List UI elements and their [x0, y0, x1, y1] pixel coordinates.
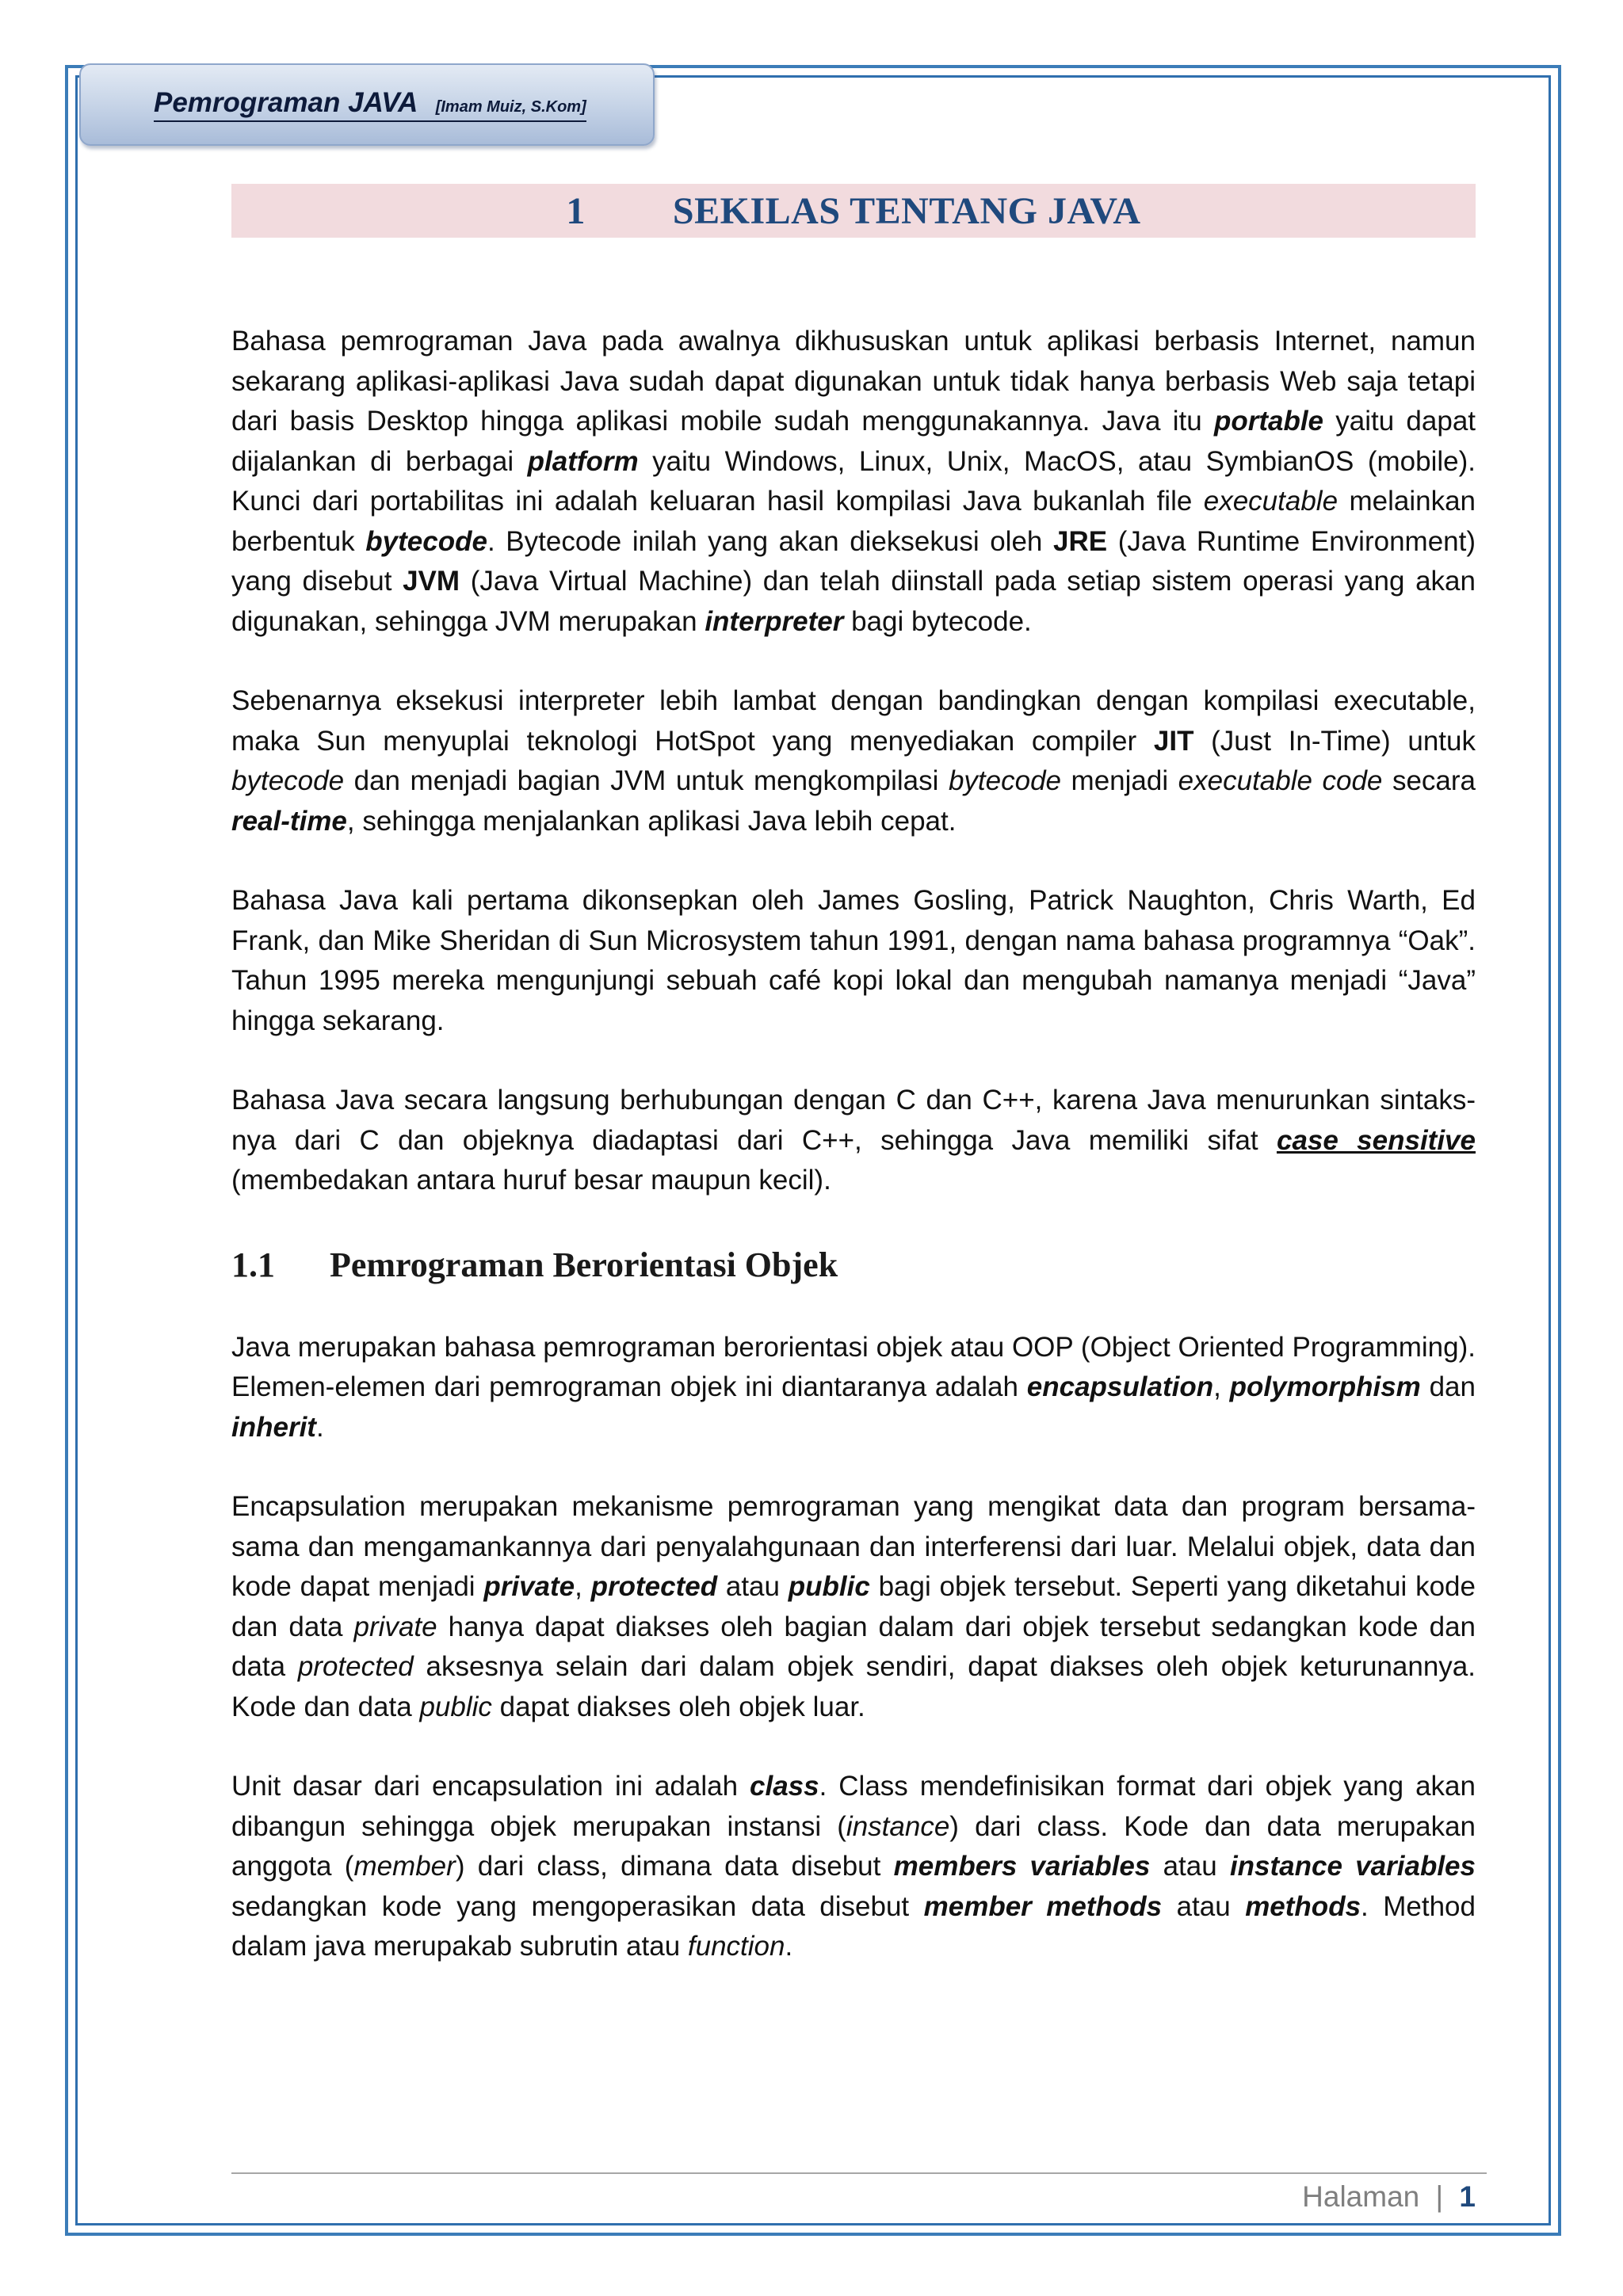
chapter-title: SEKILAS TENTANG JAVA: [672, 189, 1141, 232]
footer-divider: [231, 2172, 1487, 2174]
emphasis-text: real-time: [231, 805, 347, 837]
running-header: [154, 87, 586, 122]
emphasis-text: executable code: [1178, 765, 1383, 796]
page-number: 1: [1459, 2180, 1476, 2213]
page-footer: [1302, 2180, 1476, 2214]
emphasis-text: instance variables: [1229, 1851, 1476, 1882]
emphasis-text: member methods: [923, 1890, 1163, 1922]
emphasis-text: case sensitive: [1276, 1124, 1476, 1156]
section-title: Pemrograman Berorientasi Objek: [330, 1245, 838, 1284]
emphasis-text: polymorphism: [1229, 1371, 1421, 1402]
emphasis-text: JRE: [1053, 525, 1108, 557]
emphasis-text: public: [419, 1691, 492, 1722]
footer-separator: |: [1435, 2180, 1444, 2213]
paragraph: Bahasa Java kali pertama dikonsepkan oleh James Gosling, Patrick Naughton, Chris Warth, Ed Frank, dan Mike Sheridan di Sun Microsystem tahun 1991, dengan nama bahasa programnya “Oak”. Tahun 1995 mereka mengunjungi sebuah café kopi lokal dan mengubah namanya menjadi “Java” hingga sekarang.: [231, 885, 1476, 1036]
section-number: 1.1: [231, 1245, 275, 1284]
emphasis-text: inherit: [231, 1411, 316, 1443]
emphasis-text: JIT: [1153, 725, 1194, 757]
emphasis-text: methods: [1245, 1890, 1361, 1922]
emphasis-text: portable: [1213, 406, 1324, 437]
chapter-number: 1: [566, 189, 586, 232]
header-title: Pemrograman JAVA: [154, 87, 418, 118]
emphasis-text: member: [353, 1851, 456, 1882]
emphasis-text: private: [353, 1611, 437, 1642]
emphasis-text: members variables: [893, 1851, 1151, 1882]
emphasis-text: executable: [1203, 486, 1338, 517]
emphasis-text: JVM: [403, 566, 460, 597]
emphasis-text: protected: [297, 1651, 414, 1682]
emphasis-text: function: [687, 1931, 785, 1962]
paragraph: Bahasa Java secara langsung berhubungan dengan C dan C++, karena Java menurunkan sintaks-nya dari C dan objeknya diadaptasi dari C++, sehingga Java memiliki sifat case sensitive (membedakan antara huruf besar maupun kecil).: [231, 1085, 1476, 1196]
paragraph: Unit dasar dari encapsulation ini adalah class. Class mendefinisikan format dari objek yang akan dibangun sehingga objek merupakan instansi (instance) dari class. Kode dan data merupakan anggota (member) dari class, dimana data disebut members variables atau instance variables sedangkan kode yang mengoperasikan data disebut member methods atau methods. Method dalam java merupakab subrutin atau function.: [231, 1771, 1476, 1962]
emphasis-text: private: [483, 1571, 575, 1602]
paragraph: Sebenarnya eksekusi interpreter lebih lambat dengan bandingkan dengan kompilasi executable, maka Sun menyuplai teknologi HotSpot yang menyediakan compiler JIT (Just In-Time) untuk bytecode dan menjadi bagian JVM untuk mengkompilasi bytecode menjadi executable code secara real-time, sehingga menjalankan aplikasi Java lebih cepat.: [231, 685, 1476, 837]
footer-label: Halaman: [1302, 2180, 1420, 2213]
paragraph: Java merupakan bahasa pemrograman berorientasi objek atau OOP (Object Oriented Programming). Elemen-elemen dari pemrograman objek ini diantaranya adalah encapsulation, polymorphism dan inherit.: [231, 1331, 1476, 1443]
chapter-heading: [231, 184, 1476, 238]
emphasis-text: bytecode: [231, 765, 345, 796]
emphasis-text: encapsulation: [1026, 1371, 1214, 1402]
emphasis-text: class: [750, 1771, 819, 1802]
section-heading: [231, 1231, 1476, 1299]
emphasis-text: bytecode: [948, 765, 1062, 796]
emphasis-text: interpreter: [705, 605, 844, 637]
page-content: [231, 184, 1476, 1967]
paragraph: Encapsulation merupakan mekanisme pemrograman yang mengikat data dan program bersama-sama dan mengamankannya dari penyalahgunaan dan interferensi dari luar. Melalui objek, data dan kode dapat menjadi private, protected atau public bagi objek tersebut. Seperti yang diketahui kode dan data private hanya dapat diakses oleh bagian dalam dari objek tersebut sedangkan kode dan data protected aksesnya selain dari dalam objek sendiri, dapat diakses oleh objek keturunannya. Kode dan data public dapat diakses oleh objek luar.: [231, 1491, 1476, 1722]
emphasis-text: platform: [527, 445, 639, 477]
emphasis-text: instance: [846, 1810, 950, 1842]
paragraph: Bahasa pemrograman Java pada awalnya dikhususkan untuk aplikasi berbasis Internet, namun sekarang aplikasi-aplikasi Java sudah dapat digunakan untuk tidak hanya berbasis Web saja tetapi dari basis Desktop hingga aplikasi mobile sudah menggunakannya. Java itu portable yaitu dapat dijalankan di berbagai platform yaitu Windows, Linux, Unix, MacOS, atau SymbianOS (mobile). Kunci dari portabilitas ini adalah keluaran hasil kompilasi Java bukanlah file executable melainkan berbentuk bytecode. Bytecode inilah yang akan dieksekusi oleh JRE (Java Runtime Environment) yang disebut JVM (Java Virtual Machine) dan telah diinstall pada setiap sistem operasi yang akan digunakan, sehingga JVM merupakan interpreter bagi bytecode.: [231, 326, 1476, 637]
header-author: [Imam Muiz, S.Kom]: [435, 98, 586, 116]
emphasis-text: bytecode: [365, 525, 487, 557]
running-header-tab: [79, 63, 655, 146]
emphasis-text: protected: [590, 1571, 718, 1602]
emphasis-text: public: [788, 1571, 870, 1602]
